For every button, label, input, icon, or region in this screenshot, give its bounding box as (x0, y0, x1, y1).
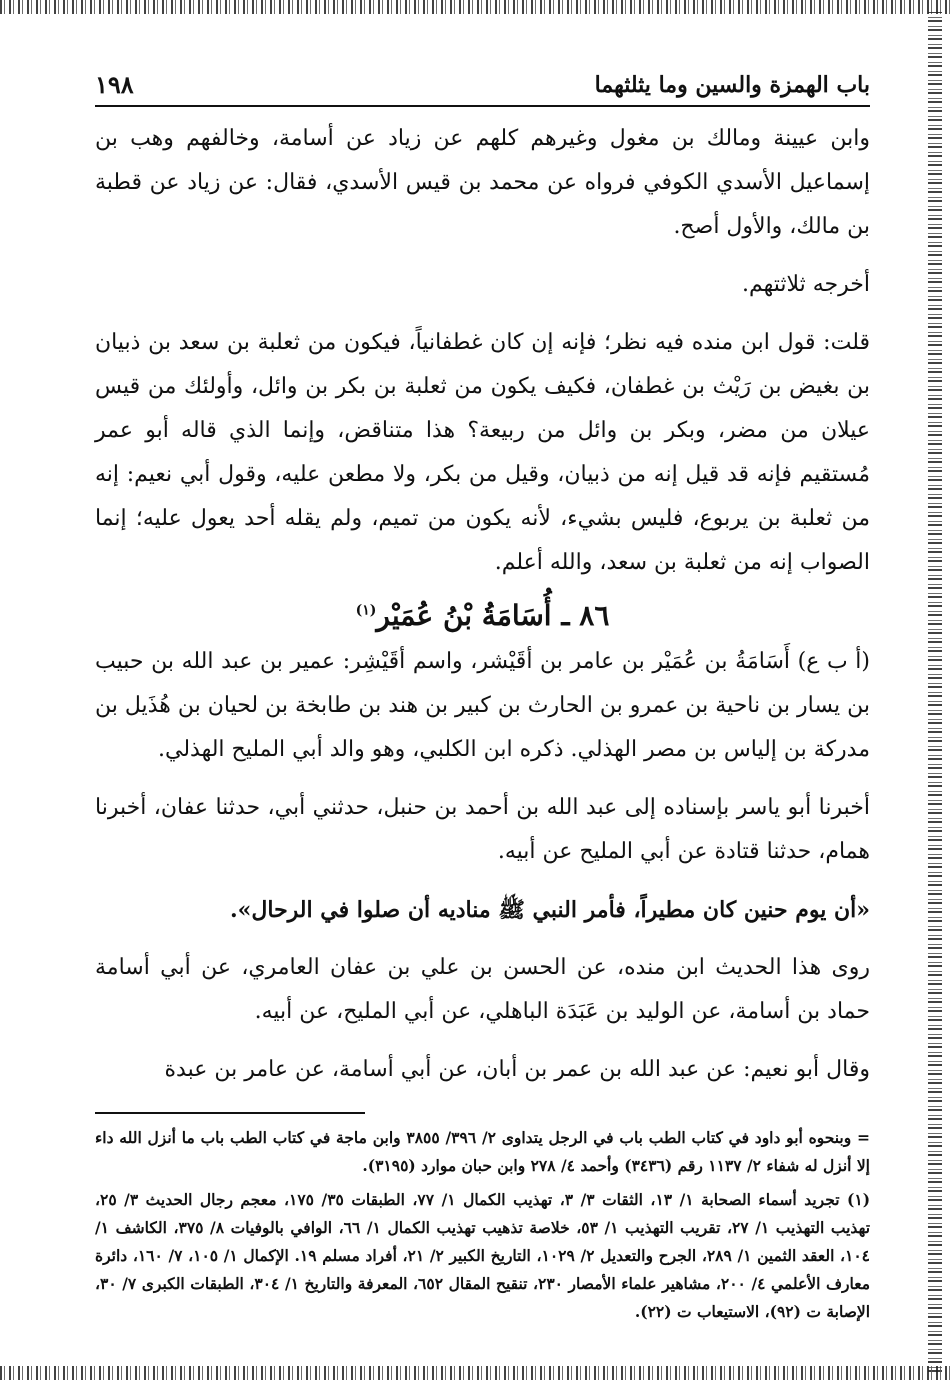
footnotes (95, 1124, 870, 1326)
decorative-border-top (0, 0, 950, 14)
footnote-divider (95, 1112, 365, 1114)
paragraph: قلت: قول ابن منده فيه نظر؛ فإنه إن كان غطفانياً، فيكون من ثعلبة بن سعد بن ذبيان بن بغيض بن رَيْث بن غطفان، فكيف يكون من ثعلبة بن بكر بن وائل، وأولئك من قيس عيلان من مضر، وبكر بن وائل من ربيعة؟ هذا متناقض، وإنما الذي قاله أبو عمر مُستقيم فإنه قد قيل إنه من ذبيان، وقيل من بكر، ولا مطعن عليه، وقول أبي نعيم: إنه من ثعلبة بن يربوع، فليس بشيء، لأنه يكون من تميم، ولم يقله أحد يعول عليه؛ إنما الصواب إنه من ثعلبة بن سعد، والله أعلم. (95, 330, 870, 575)
paragraph: وقال أبو نعيم: عن عبد الله بن عمر بن أبان، عن أبي أسامة، عن عامر بن عبدة (164, 1057, 870, 1082)
paragraph: روى هذا الحديث ابن منده، عن الحسن بن علي بن عفان العامري، عن أبي أسامة حماد بن أسامة، عن الوليد بن عَبَدَة الباهلي، عن أبي المليح، عن أبيه. (95, 955, 870, 1024)
entry-heading (95, 599, 870, 632)
page-header (95, 70, 870, 107)
decorative-border-right (928, 12, 942, 1372)
paragraph: (أ ب ع) أَسَامَةُ بن عُمَيْر بن عامر بن أقَيْشر، واسم أقَيْشِر: عمير بن عبد الله بن حبيب بن يسار بن ناحية بن عمرو بن الحارث بن كبير بن هند بن طابخة بن لحيان بن هُذَيل بن مدركة بن إلياس بن مصر الهذلي. ذكره ابن الكلبي، وهو والد أبي المليح الهذلي. (95, 649, 870, 762)
paragraph: أخرجه ثلاثتهم. (741, 272, 870, 297)
entry-title-text: ٨٦ ـ أُسَامَةُ بْنُ عُمَيْر (376, 599, 610, 632)
main-text (95, 117, 870, 1092)
book-page (95, 70, 870, 1332)
page-number: ١٩٨ (95, 70, 134, 99)
footnote-marker: (١) (355, 602, 377, 619)
decorative-border-bottom (0, 1366, 950, 1380)
paragraph: أخبرنا أبو ياسر بإسناده إلى عبد الله بن أحمد بن حنبل، حدثني أبي، حدثنا عفان، أخبرنا همام، حدثنا قتادة عن أبي المليح عن أبيه. (95, 795, 870, 864)
running-title: باب الهمزة والسين وما يثلثهما (594, 71, 870, 98)
hadith-quote: «أن يوم حنين كان مطيراً، فأمر النبي ﷺ مناديه أن صلوا في الرحال». (229, 897, 870, 923)
footnote: (١) تجريد أسماء الصحابة ١/ ١٣، الثقات ٣/ ٣، تهذيب الكمال ١/ ٧٧، الطبقات ٣٥/ ١٧٥، معجم رجال الحديث ٣/ ٢٥، تهذيب التهذيب ١/ ٢٧، تقريب التهذيب ١/ ٥٣، خلاصة تذهيب تهذيب الكمال ١/ ٦٦، الوافي بالوفيات ٨/ ٣٧٥، الكاشف ١/ ١٠٤، العقد الثمين ١/ ٢٨٩، الجرح والتعديل ٢/ ١٠٢٩، التاريخ الكبير ٢/ ٢١، أفراد مسلم ١٩. الإكمال ١/ ١٠٥، ٧/ ١٦٠، دائرة معارف الأعلمي ٤/ ٢٠٠، مشاهير علماء الأمصار ٢٣٠، تنقيح المقال ٦٥٢، المعرفة والتاريخ ١/ ٣٠٤، الطبقات الكبرى ٧/ ٣٠، الإصابة ت (٩٢)، الاستيعاب ت (٢٢). (95, 1190, 871, 1321)
paragraph: وابن عيينة ومالك بن مغول وغيرهم كلهم عن زياد عن أسامة، وخالفهم وهب بن إسماعيل الأسدي الكوفي فرواه عن محمد بن قيس الأسدي، فقال: عن زياد عن قطبة بن مالك، والأول أصح. (95, 126, 870, 239)
footnote: = وبنحوه أبو داود في كتاب الطب باب في الرجل يتداوى ٢/ ٣٩٦/ ٣٨٥٥ وابن ماجة في كتاب الطب باب ما أنزل الله داء إلا أنزل له شفاء ٢/ ١١٣٧ رقم (٣٤٣٦) وأحمد ٤/ ٢٧٨ وابن حبان موارد (٣١٩٥). (95, 1128, 870, 1175)
